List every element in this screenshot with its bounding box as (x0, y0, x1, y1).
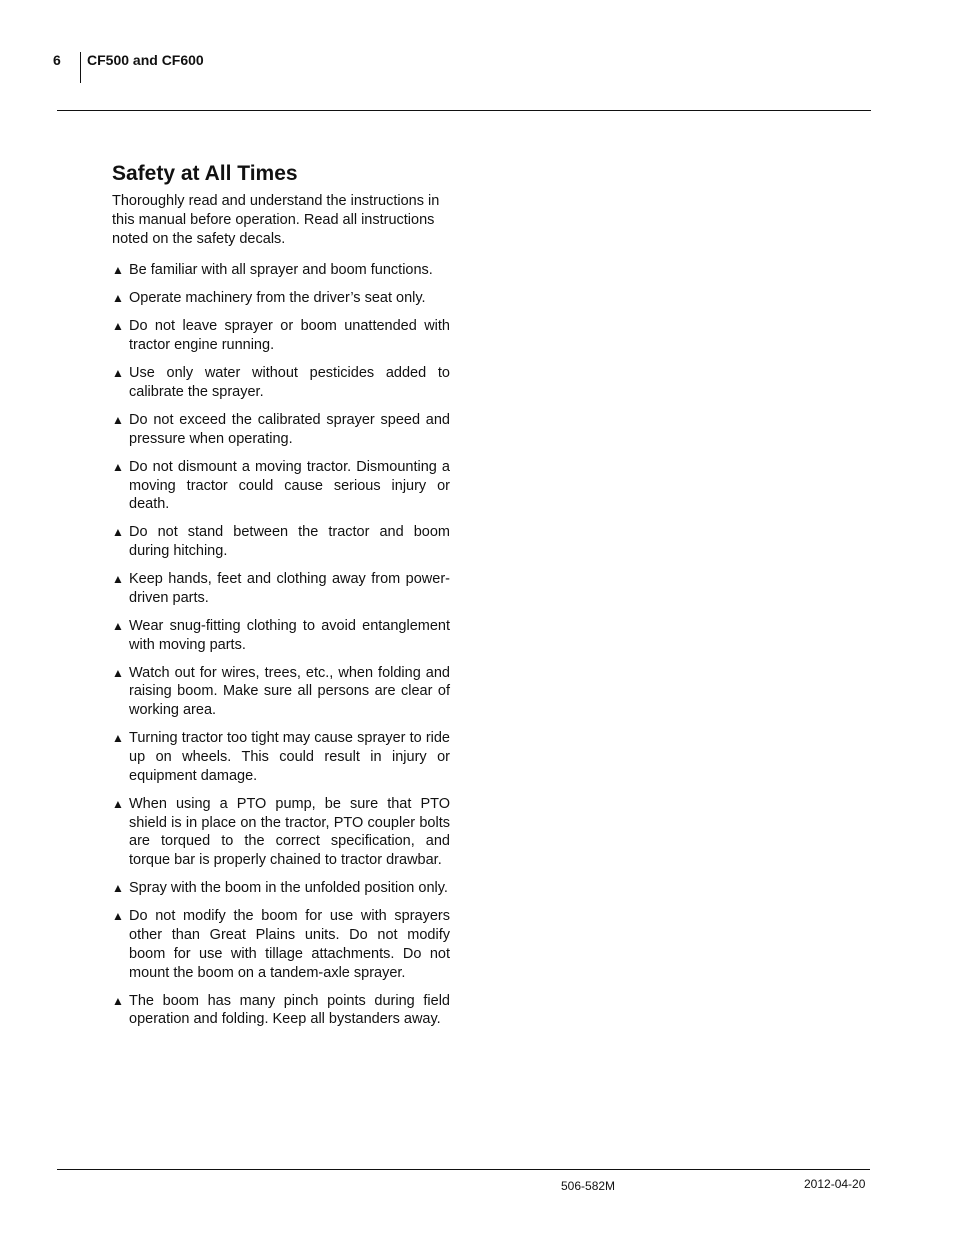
warning-triangle-icon: ▲ (112, 263, 124, 278)
page-number: 6 (53, 52, 61, 68)
warning-triangle-icon: ▲ (112, 319, 124, 334)
header-divider (80, 52, 81, 83)
safety-bullet-item (112, 523, 450, 561)
section-title: Safety at All Times (112, 162, 298, 185)
safety-bullet-item (112, 364, 450, 402)
warning-triangle-icon: ▲ (112, 291, 124, 306)
safety-bullet-item (112, 317, 450, 355)
warning-triangle-icon: ▲ (112, 731, 124, 746)
warning-triangle-icon: ▲ (112, 665, 124, 680)
warning-triangle-icon: ▲ (112, 796, 124, 811)
manual-title: CF500 and CF600 (87, 52, 204, 68)
safety-bullet-list (112, 261, 450, 1029)
safety-bullet-item (112, 458, 450, 514)
safety-bullet-text: Turning tractor too tight may cause sprayer to ride up on wheels. This could result in injury or equipment damage. (129, 730, 450, 784)
safety-bullet-item (112, 907, 450, 982)
warning-triangle-icon: ▲ (112, 909, 124, 924)
warning-triangle-icon: ▲ (112, 366, 124, 381)
safety-bullet-text: Be familiar with all sprayer and boom functions. (129, 262, 433, 279)
safety-bullet-text: Operate machinery from the driver’s seat only. (129, 290, 426, 307)
warning-triangle-icon: ▲ (112, 618, 124, 633)
warning-triangle-icon: ▲ (112, 525, 124, 540)
safety-section (112, 161, 450, 1038)
safety-bullet-text: Watch out for wires, trees, etc., when folding and raising boom. Make sure all persons are clear of working area. (129, 664, 450, 719)
safety-bullet-item (112, 795, 450, 870)
document-number: 506-582M (561, 1179, 616, 1193)
intro-paragraph: Thoroughly read and understand the instructions in this manual before operation. Read all instructions noted on the safety decals. (112, 193, 440, 247)
safety-bullet-item (112, 570, 450, 608)
safety-bullet-text: Use only water without pesticides added to calibrate the sprayer. (129, 365, 450, 400)
safety-bullet-item (112, 411, 450, 449)
safety-bullet-text: Keep hands, feet and clothing away from power-driven parts. (129, 571, 450, 606)
safety-bullet-text: Spray with the boom in the unfolded position only. (129, 880, 448, 897)
safety-bullet-item (112, 664, 450, 720)
document-date: 2012-04-20 (804, 1177, 866, 1191)
safety-bullet-text: Wear snug-fitting clothing to avoid entanglement with moving parts. (129, 617, 450, 653)
safety-bullet-text: Do not dismount a moving tractor. Dismounting a moving tractor could cause serious injury or death. (129, 458, 450, 513)
header-rule (57, 110, 871, 111)
warning-triangle-icon: ▲ (112, 572, 124, 587)
safety-bullet-item (112, 879, 450, 898)
safety-bullet-text: The boom has many pinch points during field operation and folding. Keep all bystanders away. (129, 992, 450, 1028)
safety-bullet-text: When using a PTO pump, be sure that PTO shield is in place on the tractor, PTO coupler bolts are torqued to the correct specification, and torque bar is properly chained to tractor drawbar. (129, 795, 450, 869)
safety-bullet-item (112, 992, 450, 1030)
safety-bullet-text: Do not exceed the calibrated sprayer speed and pressure when operating. (129, 411, 450, 447)
warning-triangle-icon: ▲ (112, 881, 124, 896)
safety-bullet-text: Do not modify the boom for use with sprayers other than Great Plains units. Do not modify boom for use with tillage attachments. Do not mount the boom on a tandem-axle sprayer. (129, 908, 450, 981)
warning-triangle-icon: ▲ (112, 459, 124, 474)
footer-rule (57, 1169, 870, 1170)
safety-bullet-item (112, 261, 450, 280)
page-header (0, 0, 954, 112)
safety-bullet-item (112, 617, 450, 655)
warning-triangle-icon: ▲ (112, 412, 124, 427)
safety-bullet-text: Do not leave sprayer or boom unattended with tractor engine running. (129, 318, 450, 354)
safety-bullet-item (112, 289, 450, 308)
safety-bullet-text: Do not stand between the tractor and boom during hitching. (129, 524, 450, 560)
safety-bullet-item (112, 729, 450, 785)
warning-triangle-icon: ▲ (112, 993, 124, 1008)
